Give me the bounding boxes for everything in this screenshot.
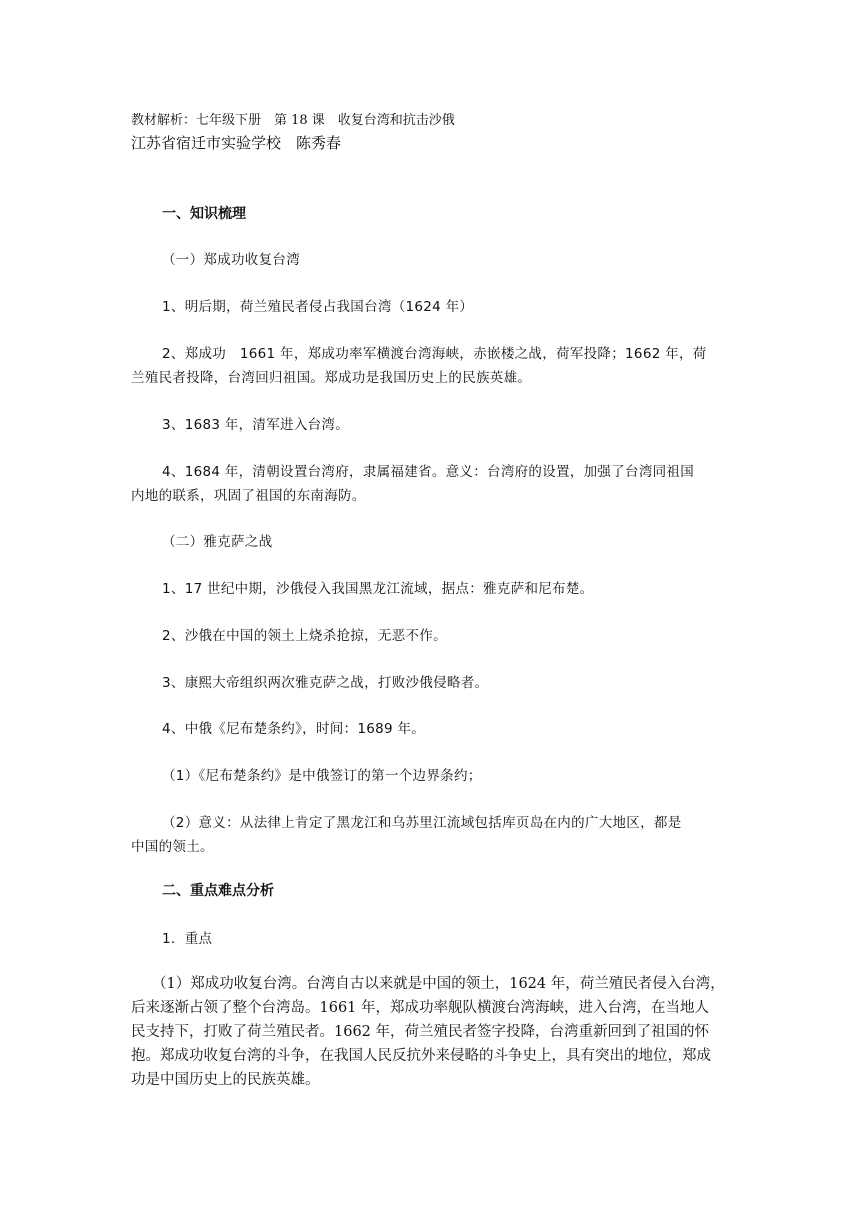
document-author: 江苏省宿迁市实验学校 陈秀春 xyxy=(131,134,342,152)
section-heading-knowledge: 一、知识梳理 xyxy=(162,206,246,222)
subsection-heading-yakesa: （二）雅克萨之战 xyxy=(162,534,273,550)
paragraph-line: （1）郑成功收复台湾。台湾自古以来就是中国的领土，1624 年，荷兰殖民者侵入台湾， xyxy=(152,976,725,992)
list-item: 1、17 世纪中期，沙俄侵入我国黑龙江流域，据点：雅克萨和尼布楚。 xyxy=(162,581,594,597)
list-item-continued: 内地的联系，巩固了祖国的东南海防。 xyxy=(131,488,366,504)
list-item: 3、康熙大帝组织两次雅克萨之战，打败沙俄侵略者。 xyxy=(162,675,489,691)
paragraph-line: 后来逐渐占领了整个台湾岛。1661 年，郑成功率舰队横渡台湾海峡，进入台湾，在当地人 xyxy=(131,1000,710,1016)
paragraph-line: 民支持下，打败了荷兰殖民者。1662 年，荷兰殖民者签字投降，台湾重新回到了祖国的怀 xyxy=(131,1024,710,1040)
treaty-point-continued: 中国的领土。 xyxy=(131,839,214,855)
list-item-continued: 兰殖民者投降，台湾回归祖国。郑成功是我国历史上的民族英雄。 xyxy=(131,370,532,386)
list-item: 4、中俄《尼布楚条约》，时间：1689 年。 xyxy=(162,721,426,737)
list-item: 3、1683 年，清军进入台湾。 xyxy=(162,417,350,433)
treaty-point: （1）《尼布楚条约》是中俄签订的第一个边界条约； xyxy=(162,768,482,784)
treaty-point: （2）意义：从法律上肯定了黑龙江和乌苏里江流域包括库页岛在内的广大地区，都是 xyxy=(162,815,682,831)
list-item: 2、郑成功 1661 年，郑成功率军横渡台湾海峡，赤嵌楼之战，荷军投降；1662 年，荷 xyxy=(162,346,707,362)
subsection-heading-zheng: （一）郑成功收复台湾 xyxy=(162,252,300,268)
paragraph-line: 抱。郑成功收复台湾的斗争，在我国人民反抗外来侵略的斗争史上，具有突出的地位，郑成 xyxy=(131,1048,711,1064)
section-heading-analysis: 二、重点难点分析 xyxy=(162,883,274,899)
paragraph-line: 功是中国历史上的民族英雄。 xyxy=(131,1072,320,1088)
list-item: 4、1684 年，清朝设置台湾府，隶属福建省。意义：台湾府的设置，加强了台湾同祖国 xyxy=(162,464,695,480)
subsection-heading-key-point: 1．重点 xyxy=(162,931,213,947)
list-item: 2、沙俄在中国的领土上烧杀抢掠，无恶不作。 xyxy=(162,628,447,644)
list-item: 1、明后期，荷兰殖民者侵占我国台湾（1624 年） xyxy=(162,299,474,315)
document-title: 教材解析：七年级下册 第 18 课 收复台湾和抗击沙俄 xyxy=(131,113,455,128)
